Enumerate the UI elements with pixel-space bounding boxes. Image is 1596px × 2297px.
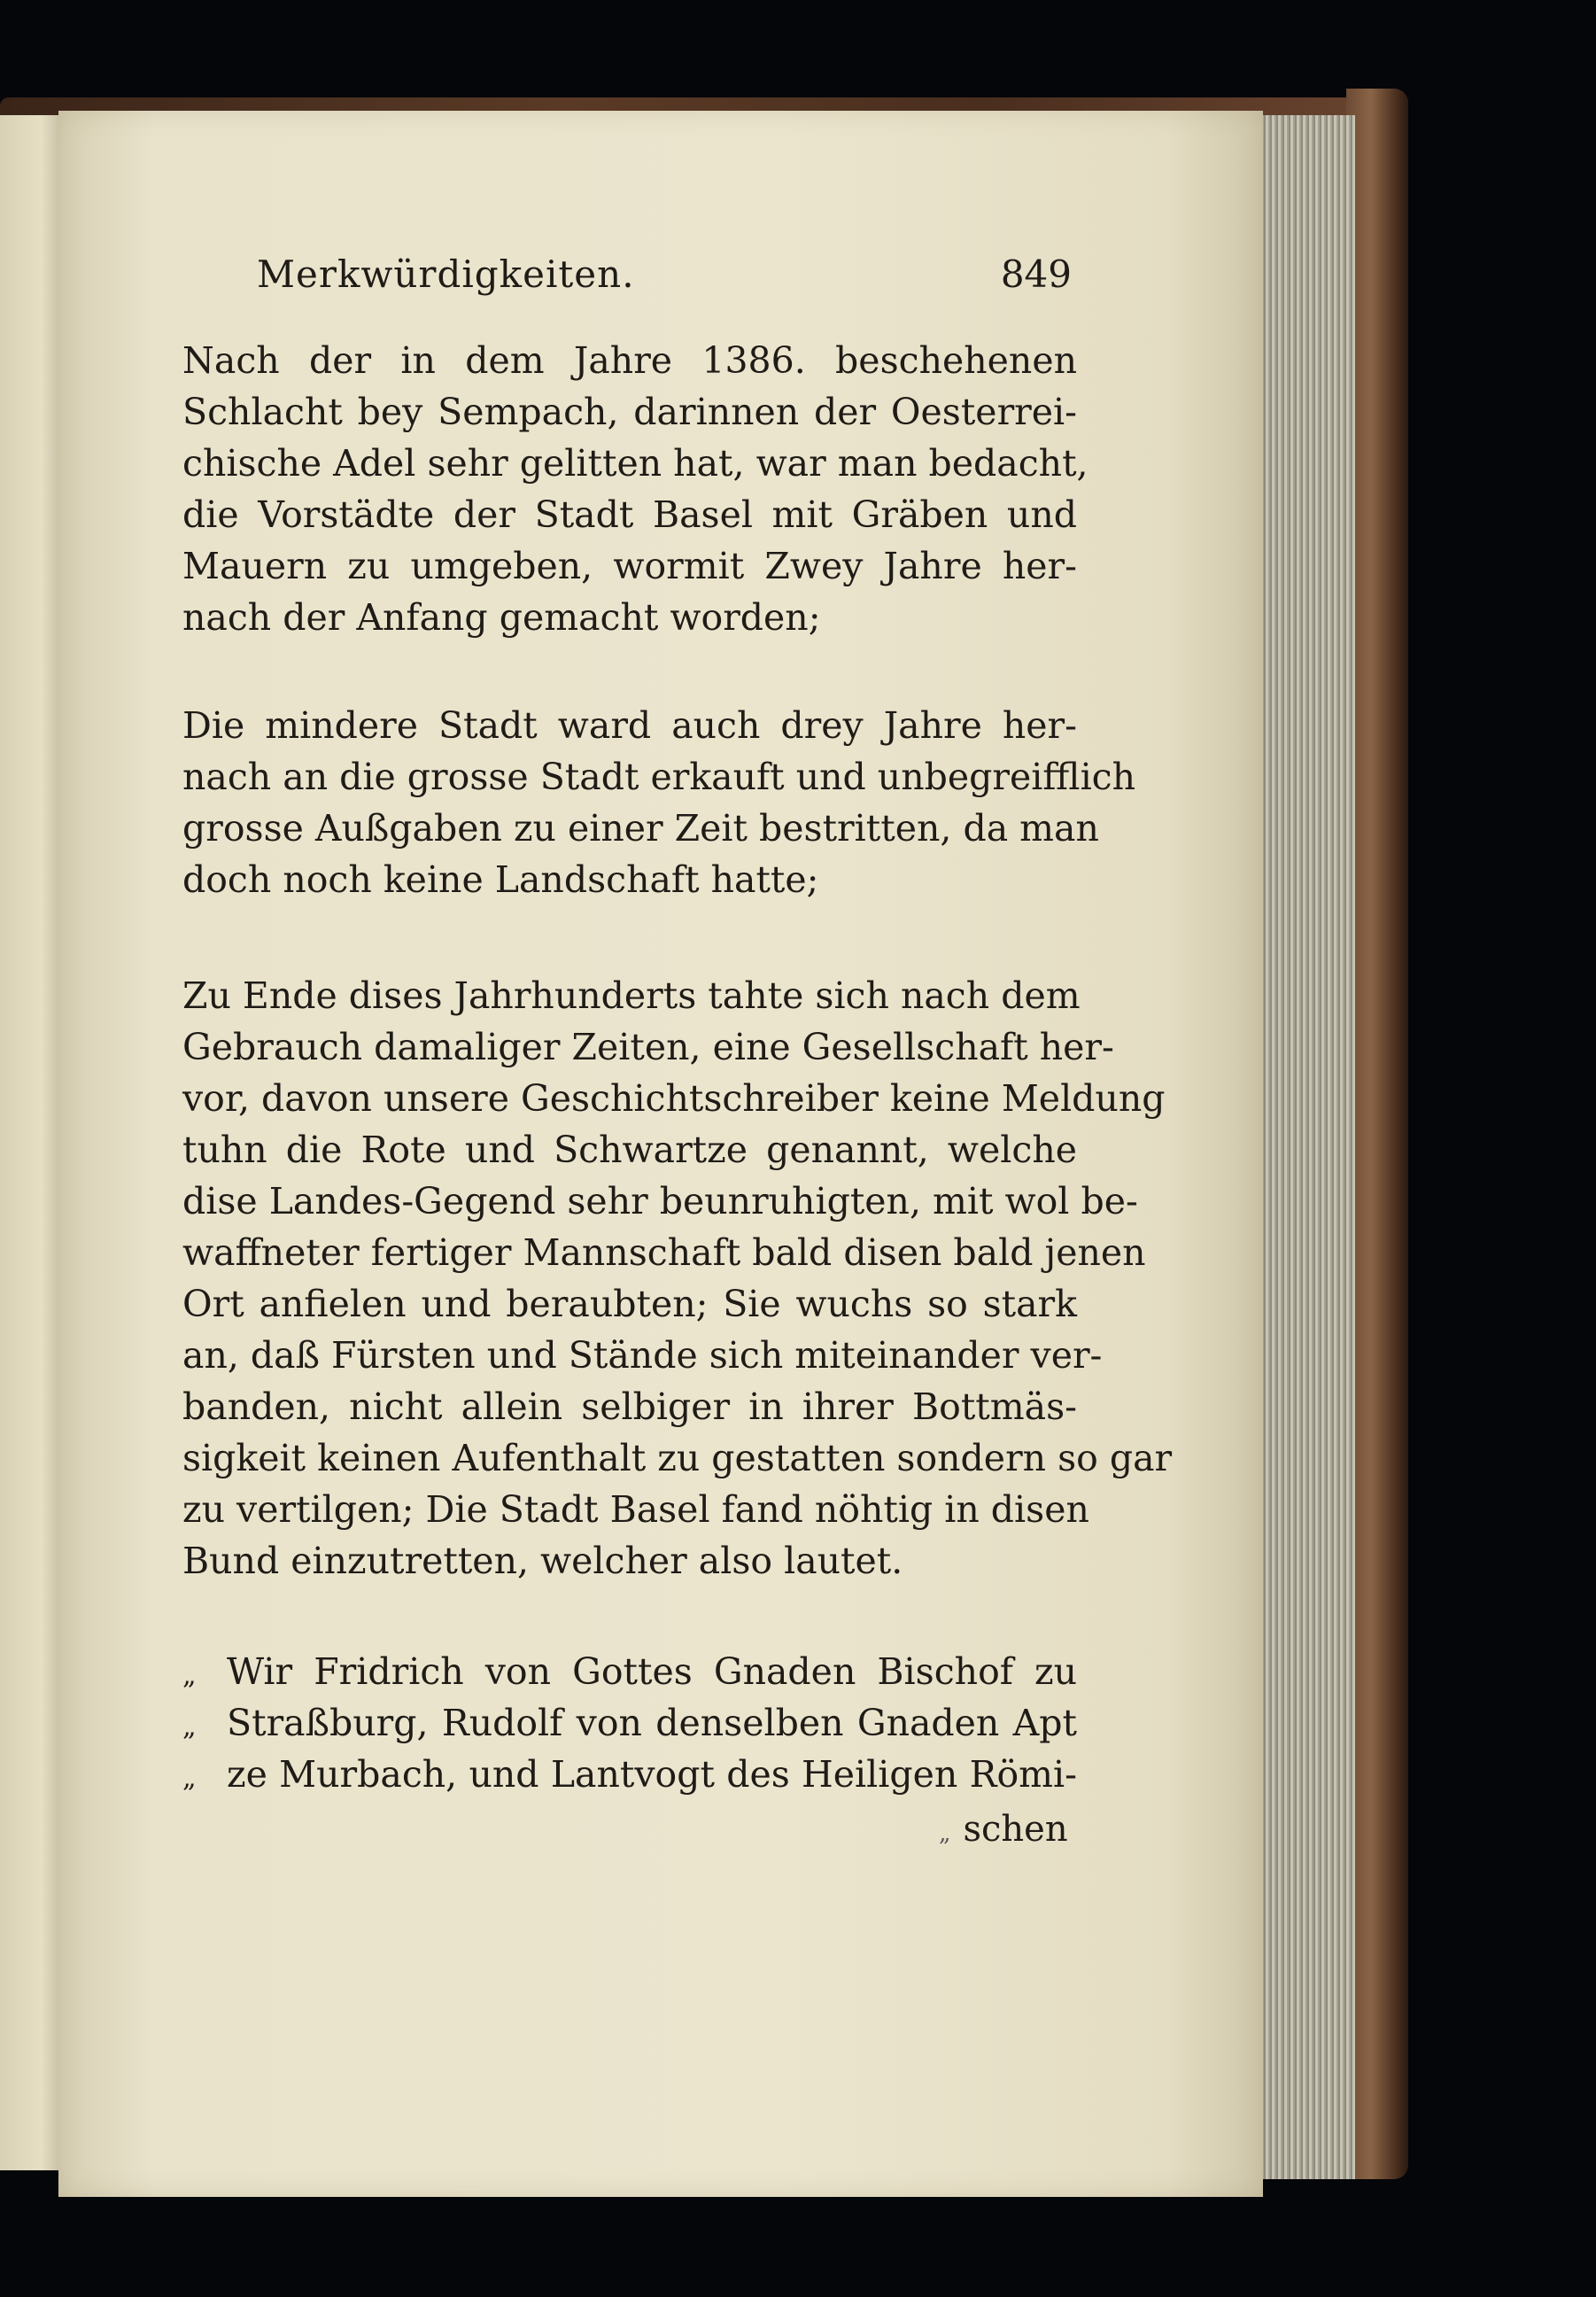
text-line: Zu Ende dises Jahrhunderts tahte sich nach dem — [182, 974, 1081, 1017]
catchword-mark: „ — [939, 1820, 951, 1847]
page-number: 849 — [1000, 252, 1072, 296]
book-spine — [1346, 89, 1408, 2179]
text-line: Bund einzutretten, welcher also lautet. — [182, 1540, 903, 1582]
running-header — [257, 252, 1072, 306]
text-line: Nach der in dem Jahre 1386. beschehenen — [182, 339, 1077, 382]
text-line: waffneter fertiger Mannschaft bald disen bald jenen — [182, 1231, 1146, 1274]
paragraph-3 — [182, 970, 1173, 1587]
text-line: an, daß Fürsten und Stände sich miteinander ver- — [182, 1334, 1103, 1377]
text-line: nach an die grosse Stadt erkauft und unbegreifflich — [182, 756, 1136, 798]
text-line: banden, nicht allein selbiger in ihrer Bottmäs- — [182, 1385, 1077, 1428]
text-line: chische Adel sehr gelitten hat, war man bedacht, — [182, 442, 1089, 485]
quote-text: ze Murbach, und Lantvogt des Heiligen Römi- — [227, 1753, 1077, 1796]
quote-text: Wir Fridrich von Gottes Gnaden Bischof zu — [227, 1650, 1077, 1693]
quote-line — [182, 1646, 1077, 1697]
quote-line — [182, 1697, 1077, 1749]
quote-mark: „ — [182, 1763, 197, 1794]
catchword — [939, 1809, 1068, 1850]
text-line: Schlacht bey Sempach, darinnen der Oesterrei- — [182, 391, 1077, 433]
text-line: Mauern zu umgeben, wormit Zwey Jahre her- — [182, 545, 1077, 587]
text-line: tuhn die Rote und Schwartze genannt, welche — [182, 1129, 1077, 1171]
text-line: grosse Außgaben zu einer Zeit bestritten, da man — [182, 807, 1099, 850]
quote-text: Straßburg, Rudolf von denselben Gnaden Apt — [227, 1702, 1077, 1744]
page-edges — [1258, 115, 1355, 2179]
text-line: doch noch keine Landschaft hatte; — [182, 858, 819, 901]
text-line: zu vertilgen; Die Stadt Basel fand nöhtig in disen — [182, 1488, 1089, 1531]
text-line: dise Landes-Gegend sehr beunruhigten, mit wol be- — [182, 1180, 1138, 1222]
text-line: Die mindere Stadt ward auch drey Jahre her- — [182, 704, 1077, 747]
quote-block — [182, 1646, 1077, 1800]
running-title: Merkwürdigkeiten. — [257, 252, 635, 296]
text-line: Ort anfielen und beraubten; Sie wuchs so stark — [182, 1283, 1077, 1325]
catchword-text: schen — [963, 1809, 1068, 1850]
text-line: nach der Anfang gemacht worden; — [182, 596, 821, 639]
text-line: die Vorstädte der Stadt Basel mit Gräben und — [182, 493, 1077, 536]
text-line: Gebrauch damaliger Zeiten, eine Gesellschaft her- — [182, 1026, 1114, 1068]
quote-line — [182, 1749, 1077, 1800]
quote-mark: „ — [182, 1660, 197, 1691]
text-line: sigkeit keinen Aufenthalt zu gestatten sondern so gar — [182, 1437, 1173, 1479]
quote-mark: „ — [182, 1711, 197, 1742]
paragraph-1 — [182, 335, 1089, 643]
paragraph-2 — [182, 700, 1136, 905]
text-line: vor, davon unsere Geschichtschreiber keine Meldung — [182, 1077, 1166, 1120]
